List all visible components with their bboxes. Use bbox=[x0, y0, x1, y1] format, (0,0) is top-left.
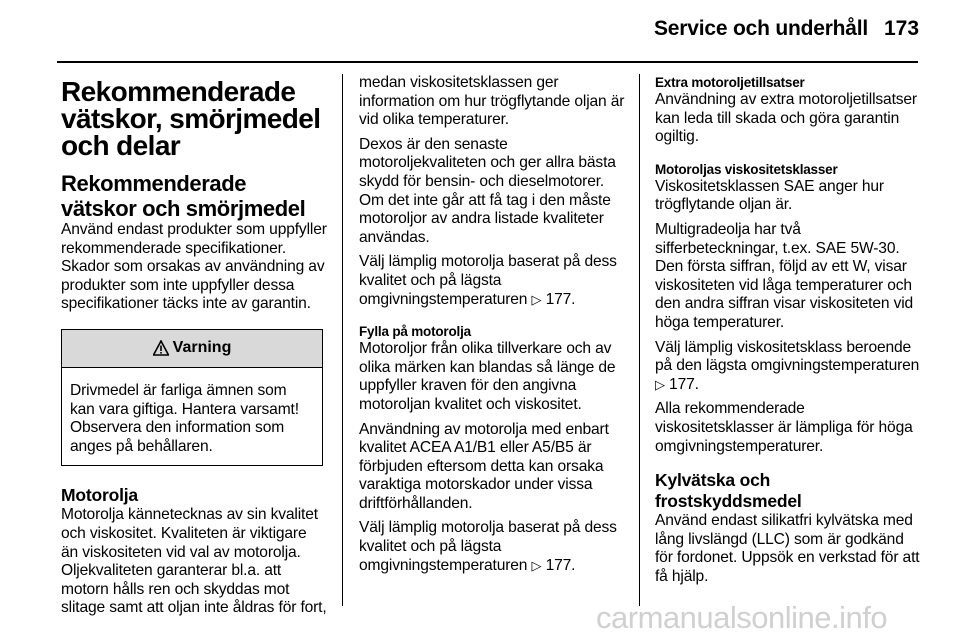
watermark: carmanualsonline.info bbox=[596, 600, 888, 635]
paragraph-extra-additives: Användning av extra motoroljetillsatser kan leda till skada och göra garantin ogiltig. bbox=[655, 91, 917, 146]
paragraph-coolant: Använd endast silikatfri kylvätska med lång livslängd (LLC) som är godkänd för fordonet. Uppsök en verkstad för att få hjälp. bbox=[655, 512, 920, 585]
paragraph-viscosity-info: medan viskositetsklassen ger information om hur trögflytande oljan är vid olika temperaturer. bbox=[359, 74, 625, 129]
column-divider-1 bbox=[342, 74, 343, 606]
warning-heading: Varning bbox=[172, 339, 232, 357]
page-reference-2[interactable]: 177. bbox=[545, 556, 576, 574]
page-ref-arrow-icon: ▷ bbox=[655, 376, 665, 392]
paragraph-sae: Viskositetsklassen SAE anger hur trögflytande oljan är. bbox=[655, 177, 884, 214]
chapter-title: Rekommenderade vätskor, smörjmedel och delar bbox=[61, 76, 321, 161]
choose-viscosity-text: Välj lämplig viskositetsklass beroende på den lägsta omgivningstemperaturen bbox=[655, 338, 920, 375]
section-title: Rekommenderade vätskor och smörjmedel bbox=[61, 171, 306, 221]
choose-oil-text-2: Välj lämplig motorolja baserat på dess kvalitet och på lägsta omgivningstemperaturen bbox=[359, 519, 617, 574]
choose-oil-text: Välj lämplig motorolja baserat på dess kvalitet och på lägsta omgivningstemperaturen bbox=[359, 253, 617, 308]
extra-additives-heading: Extra motoroljetillsatser bbox=[655, 75, 805, 90]
column-3 bbox=[655, 74, 921, 586]
intro-paragraph: Använd endast produkter som uppfyller rekommenderade specifikationer. Skador som orsakas av användning av produkter som inte uppfyller dessa specifikationer täcks inte av garantin. bbox=[61, 221, 327, 313]
paragraph-all-classes: Alla rekommenderade viskositetsklasser är lämpliga för höga omgivningstemperaturer. bbox=[655, 400, 913, 455]
page-ref-arrow-icon: ▷ bbox=[531, 557, 542, 573]
paragraph-dexos: Dexos är den senaste motoroljekvaliteten och ger allra bästa skydd för bensin- och dieselmotorer. Om det inte går att få tag i den måste motoroljor av andra listade kvaliteter användas. bbox=[359, 135, 616, 246]
page-ref-arrow-icon: ▷ bbox=[531, 291, 542, 307]
warning-header bbox=[62, 330, 322, 368]
column-1 bbox=[61, 74, 327, 618]
page-number: 173 bbox=[884, 17, 920, 40]
paragraph-fylla: Motoroljor från olika tillverkare och av olika märken kan blandas så länge de uppfyller kraven för den angivna motoroljan kvalitet och viskositet. bbox=[359, 340, 616, 413]
warning-text: Drivmedel är farliga ämnen som kan vara giftiga. Hantera varsamt! Observera den information som anges på behållaren. bbox=[70, 381, 299, 455]
page-reference-3[interactable]: 177. bbox=[669, 375, 699, 393]
column-divider-2 bbox=[639, 74, 640, 606]
page-header-title: Service och underhåll bbox=[654, 17, 869, 40]
warning-box bbox=[61, 329, 323, 466]
viscosity-classes-heading: Motoroljas viskositetsklasser bbox=[655, 161, 838, 177]
paragraph-choose-viscosity bbox=[655, 339, 921, 395]
paragraph-choose-oil bbox=[359, 253, 625, 309]
page-reference[interactable]: 177. bbox=[545, 290, 576, 308]
motorolja-paragraph: Motorolja kännetecknas av sin kvalitet och viskositet. Kvaliteten är viktigare än viskositeten vid val av motorolja. Oljekvaliteten garanterar bl.a. att motorn hålls ren och skyddas mot slitage samt att oljan inte åldras för fort, bbox=[61, 506, 327, 617]
fylla-heading: Fylla på motorolja bbox=[359, 324, 471, 340]
coolant-heading: Kylvätska och frostskyddsmedel bbox=[655, 470, 802, 512]
paragraph-acea: Användning av motorolja med enbart kvalitet ACEA A1/B1 eller A5/B5 är förbjuden eftersom detta kan orsaka varaktiga motorskador under vissa driftförhållanden. bbox=[359, 420, 609, 512]
motorolja-heading: Motorolja bbox=[61, 485, 138, 506]
warning-icon bbox=[153, 340, 169, 356]
column-2 bbox=[359, 74, 625, 575]
paragraph-choose-oil-2 bbox=[359, 519, 625, 575]
header-divider bbox=[57, 61, 918, 63]
paragraph-multigrade: Multigradeolja har två sifferbeteckningar, t.ex. SAE 5W-30. Den första siffran, följd av ett W, visar viskositeten vid låga temperaturer och den andra siffran visar viskositeten vid höga temperaturer. bbox=[655, 220, 914, 331]
